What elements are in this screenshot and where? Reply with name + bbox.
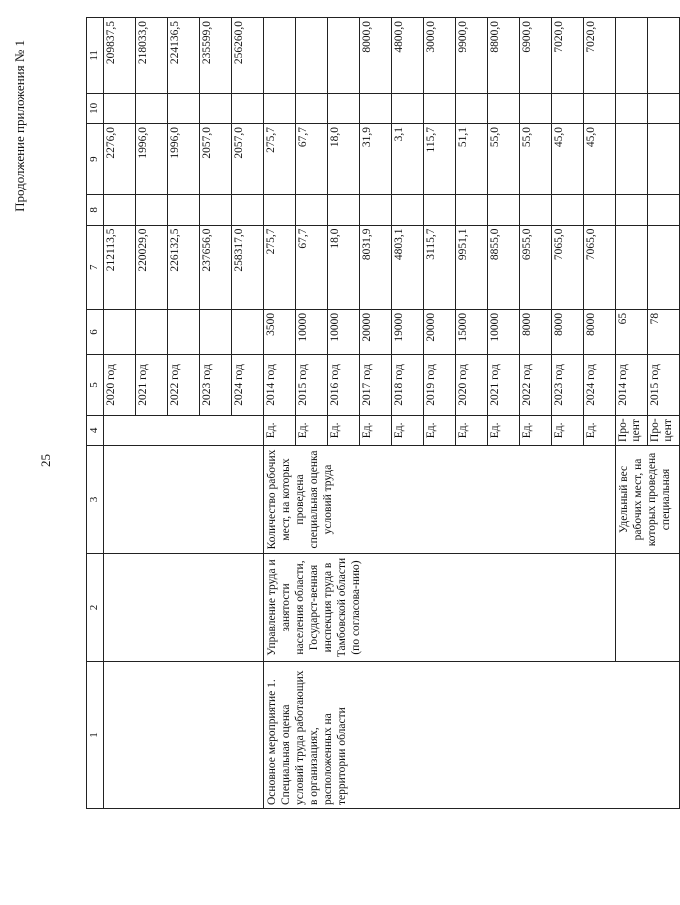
amount-cell: 235599,0 — [200, 18, 232, 94]
program-table — [86, 17, 680, 809]
table-cell — [488, 195, 520, 225]
amount-cell: 3115,7 — [424, 225, 456, 309]
amount-cell: 212113,5 — [104, 225, 136, 309]
unit-cell: Ед. — [392, 415, 424, 445]
year-cell: 2024 год — [232, 355, 264, 416]
table-body — [87, 18, 680, 809]
amount-cell: 4800,0 — [392, 18, 424, 94]
table-cell — [104, 93, 136, 123]
empty-cell — [104, 662, 264, 809]
unit-cell: Ед. — [360, 415, 392, 445]
amount-cell: 256260,0 — [232, 18, 264, 94]
unit-cell: Ед. — [552, 415, 584, 445]
table-cell — [296, 195, 328, 225]
table-cell — [456, 195, 488, 225]
amount-cell: 8855,0 — [488, 225, 520, 309]
target-cell: 10000 — [296, 309, 328, 354]
year-cell: 2017 год — [360, 355, 392, 416]
unit-cell: Про-цент — [648, 415, 680, 445]
unit-cell: Ед. — [456, 415, 488, 445]
amount-cell — [264, 18, 296, 94]
empty-cell — [104, 415, 264, 445]
target-cell: 3500 — [264, 309, 296, 354]
column-number-cell: 6 — [87, 309, 104, 354]
year-cell: 2015 год — [648, 355, 680, 416]
year-cell: 2024 год — [584, 355, 616, 416]
table-cell — [456, 93, 488, 123]
table-cell — [616, 123, 648, 194]
share-indicator-cell: Удельный вес рабочих мест, на которых проведена специальная — [616, 445, 680, 553]
amount-cell: 275,7 — [264, 123, 296, 194]
target-cell: 19000 — [392, 309, 424, 354]
table-cell — [648, 225, 680, 309]
amount-cell: 55,0 — [520, 123, 552, 194]
unit-cell: Ед. — [584, 415, 616, 445]
year-cell: 2014 год — [616, 355, 648, 416]
table-cell — [200, 195, 232, 225]
year-cell: 2018 год — [392, 355, 424, 416]
amount-cell: 115,7 — [424, 123, 456, 194]
table-cell — [328, 195, 360, 225]
column-number-cell: 1 — [87, 662, 104, 809]
table-cell — [520, 195, 552, 225]
table-cell — [584, 195, 616, 225]
amount-cell: 7065,0 — [552, 225, 584, 309]
amount-cell: 226132,5 — [168, 225, 200, 309]
amount-cell: 6955,0 — [520, 225, 552, 309]
year-cell: 2022 год — [520, 355, 552, 416]
table-cell — [616, 225, 648, 309]
year-cell: 2023 год — [200, 355, 232, 416]
table-cell — [104, 309, 136, 354]
amount-cell: 67,7 — [296, 225, 328, 309]
column-number-cell: 11 — [87, 18, 104, 94]
amount-cell: 7020,0 — [584, 18, 616, 94]
target-cell: 8000 — [552, 309, 584, 354]
table-cell — [232, 195, 264, 225]
target-cell: 65 — [616, 309, 648, 354]
unit-cell: Ед. — [264, 415, 296, 445]
amount-cell: 1996,0 — [136, 123, 168, 194]
amount-cell: 31,9 — [360, 123, 392, 194]
table-cell — [232, 309, 264, 354]
amount-cell: 55,0 — [488, 123, 520, 194]
target-cell: 8000 — [520, 309, 552, 354]
amount-cell: 7065,0 — [584, 225, 616, 309]
amount-cell: 1996,0 — [168, 123, 200, 194]
unit-cell: Про-цент — [616, 415, 648, 445]
amount-cell: 8800,0 — [488, 18, 520, 94]
table-cell — [168, 93, 200, 123]
amount-cell: 9951,1 — [456, 225, 488, 309]
table-cell — [264, 195, 296, 225]
table-cell — [232, 93, 264, 123]
amount-cell: 6900,0 — [520, 18, 552, 94]
amount-cell: 18,0 — [328, 225, 360, 309]
amount-cell: 224136,5 — [168, 18, 200, 94]
header-row — [87, 18, 104, 809]
column-number-cell: 9 — [87, 123, 104, 194]
unit-cell: Ед. — [488, 415, 520, 445]
year-cell: 2016 год — [328, 355, 360, 416]
year-cell: 2020 год — [456, 355, 488, 416]
measure-title-cell: Основное мероприятие 1. Специальная оценка условий труда работающих в организациях, расположенных на территории области — [264, 662, 680, 809]
amount-cell: 218033,0 — [136, 18, 168, 94]
table-cell — [648, 18, 680, 94]
table-cell — [392, 195, 424, 225]
table-row — [104, 18, 136, 809]
amount-cell: 18,0 — [328, 123, 360, 194]
empty-cell — [104, 554, 264, 662]
amount-cell: 3000,0 — [424, 18, 456, 94]
column-number-cell: 10 — [87, 93, 104, 123]
target-cell: 15000 — [456, 309, 488, 354]
target-cell: 10000 — [328, 309, 360, 354]
year-cell: 2020 год — [104, 355, 136, 416]
target-cell: 10000 — [488, 309, 520, 354]
amount-cell: 220029,0 — [136, 225, 168, 309]
table-cell — [200, 309, 232, 354]
year-cell: 2021 год — [488, 355, 520, 416]
table-cell — [168, 309, 200, 354]
amount-cell: 3,1 — [392, 123, 424, 194]
table-cell — [104, 195, 136, 225]
year-cell: 2022 год — [168, 355, 200, 416]
table-cell — [648, 93, 680, 123]
year-cell: 2021 год — [136, 355, 168, 416]
amount-cell — [296, 18, 328, 94]
amount-cell: 2057,0 — [232, 123, 264, 194]
table-cell — [360, 195, 392, 225]
table-cell — [392, 93, 424, 123]
column-number-cell: 3 — [87, 445, 104, 553]
table-row — [264, 18, 296, 809]
table-cell — [168, 195, 200, 225]
table-cell — [552, 195, 584, 225]
table-cell — [616, 18, 648, 94]
table-cell — [488, 93, 520, 123]
table-cell — [616, 93, 648, 123]
page-number: 25 — [38, 454, 53, 467]
amount-cell: 2276,0 — [104, 123, 136, 194]
amount-cell: 8031,9 — [360, 225, 392, 309]
continuation-caption: Продолжение приложения № 1 — [12, 40, 27, 212]
target-cell: 8000 — [584, 309, 616, 354]
empty-cell — [616, 554, 680, 662]
target-cell: 78 — [648, 309, 680, 354]
unit-cell: Ед. — [520, 415, 552, 445]
table-cell — [424, 93, 456, 123]
amount-cell: 67,7 — [296, 123, 328, 194]
year-cell: 2023 год — [552, 355, 584, 416]
column-number-cell: 4 — [87, 415, 104, 445]
table-cell — [136, 195, 168, 225]
column-number-cell: 7 — [87, 225, 104, 309]
column-number-cell: 2 — [87, 554, 104, 662]
empty-cell — [104, 445, 264, 553]
unit-cell: Ед. — [424, 415, 456, 445]
executor-cell: Управление труда и занятости населения области, Государст-венная инспекция труда в Тамбовской области (по согласова-нию) — [264, 554, 616, 662]
amount-cell: 209837,5 — [104, 18, 136, 94]
table-cell — [296, 93, 328, 123]
table-cell — [552, 93, 584, 123]
amount-cell: 45,0 — [552, 123, 584, 194]
year-cell: 2019 год — [424, 355, 456, 416]
target-cell: 20000 — [424, 309, 456, 354]
amount-cell: 258317,0 — [232, 225, 264, 309]
unit-cell: Ед. — [296, 415, 328, 445]
amount-cell — [328, 18, 360, 94]
table-cell — [648, 123, 680, 194]
amount-cell: 237656,0 — [200, 225, 232, 309]
amount-cell: 8000,0 — [360, 18, 392, 94]
table-cell — [328, 93, 360, 123]
table-cell — [200, 93, 232, 123]
amount-cell: 4803,1 — [392, 225, 424, 309]
table-cell — [584, 93, 616, 123]
table-cell — [264, 93, 296, 123]
target-cell: 20000 — [360, 309, 392, 354]
year-cell: 2015 год — [296, 355, 328, 416]
unit-cell: Ед. — [328, 415, 360, 445]
table-cell — [424, 195, 456, 225]
year-cell: 2014 год — [264, 355, 296, 416]
table-cell — [616, 195, 648, 225]
table-cell — [520, 93, 552, 123]
amount-cell: 275,7 — [264, 225, 296, 309]
table-cell — [360, 93, 392, 123]
table-cell — [136, 309, 168, 354]
table-cell — [648, 195, 680, 225]
amount-cell: 2057,0 — [200, 123, 232, 194]
amount-cell: 51,1 — [456, 123, 488, 194]
indicator-cell: Количество рабочих мест, на которых проведена специальная оценка условий труда — [264, 445, 616, 553]
column-number-cell: 5 — [87, 355, 104, 416]
table-cell — [136, 93, 168, 123]
amount-cell: 9900,0 — [456, 18, 488, 94]
amount-cell: 45,0 — [584, 123, 616, 194]
column-number-cell: 8 — [87, 195, 104, 225]
amount-cell: 7020,0 — [552, 18, 584, 94]
